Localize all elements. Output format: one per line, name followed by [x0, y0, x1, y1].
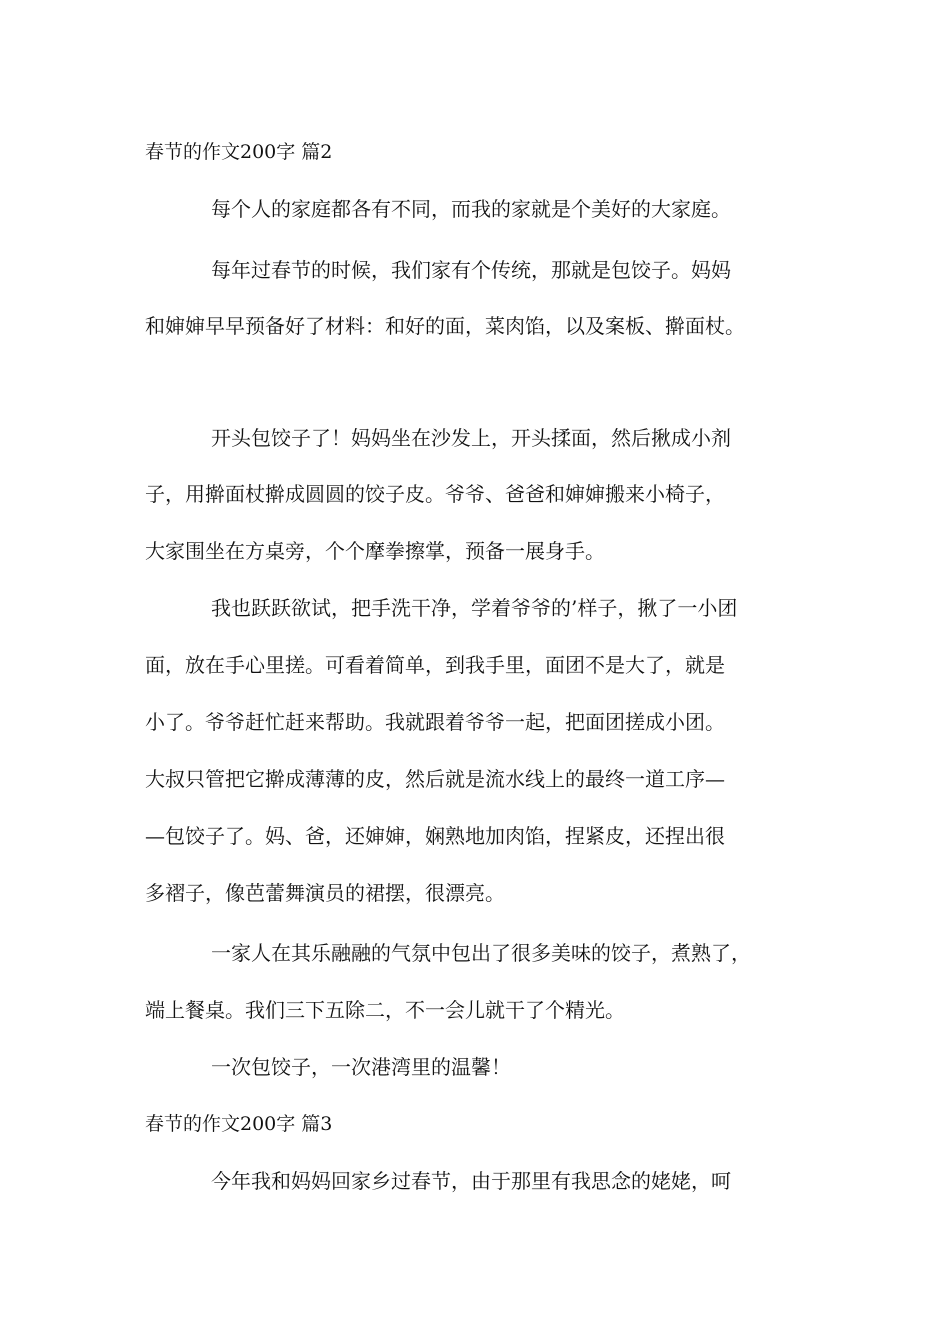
paragraph-line: 面，放在手心里搓。可看着简单，到我手里，面团不是大了，就是	[145, 653, 725, 677]
paragraph-line: 每个人的家庭都各有不同，而我的家就是个美好的大家庭。	[211, 197, 731, 221]
paragraph-line: 子，用擀面杖擀成圆圆的饺子皮。爷爷、爸爸和婶婶搬来小椅子，	[145, 482, 725, 506]
paragraph-line: 今年我和妈妈回家乡过春节，由于那里有我思念的姥姥，呵	[211, 1169, 731, 1193]
section-2-heading: 春节的作文200字 篇2	[145, 141, 333, 163]
paragraph-line: 大家围坐在方桌旁，个个摩拳擦掌，预备一展身手。	[145, 539, 605, 563]
paragraph-line: 我也跃跃欲试，把手洗干净，学着爷爷的’样子，揪了一小团	[211, 596, 738, 620]
paragraph-line: 每年过春节的时候，我们家有个传统，那就是包饺子。妈妈	[211, 258, 731, 282]
paragraph-line: 一次包饺子，一次港湾里的温馨！	[211, 1055, 511, 1079]
paragraph-line: 开头包饺子了！妈妈坐在沙发上，开头揉面，然后揪成小剂	[211, 426, 731, 450]
paragraph-line: 多褶子，像芭蕾舞演员的裙摆，很漂亮。	[145, 881, 505, 905]
paragraph-line: —包饺子了。妈、爸，还婶婶，娴熟地加肉馅，捏紧皮，还捏出很	[145, 824, 725, 848]
paragraph-line: 端上餐桌。我们三下五除二，不一会儿就干了个精光。	[145, 998, 625, 1022]
paragraph-line: 一家人在其乐融融的气氛中包出了很多美味的饺子，煮熟了，	[211, 941, 751, 965]
paragraph-line: 大叔只管把它擀成薄薄的皮，然后就是流水线上的最终一道工序—	[145, 767, 725, 791]
paragraph-line: 和婶婶早早预备好了材料：和好的面，菜肉馅，以及案板、擀面杖。	[145, 314, 745, 338]
paragraph-line: 小了。爷爷赶忙赶来帮助。我就跟着爷爷一起，把面团搓成小团。	[145, 710, 725, 734]
section-3-heading: 春节的作文200字 篇3	[145, 1113, 333, 1135]
